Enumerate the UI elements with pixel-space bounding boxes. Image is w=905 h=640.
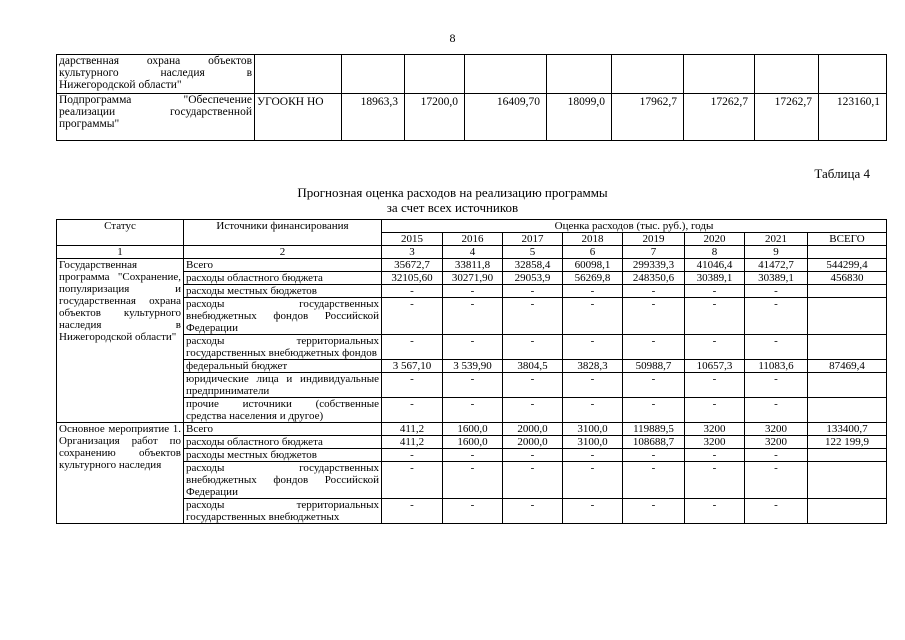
column-number: 2 (184, 246, 382, 259)
value-cell: - (503, 373, 563, 398)
value-cell: - (443, 298, 503, 335)
value-cell: 3200 (745, 423, 808, 436)
value-cell: - (685, 285, 745, 298)
source-cell: Всего (184, 259, 382, 272)
column-number: 9 (745, 246, 808, 259)
value-cell (547, 55, 612, 94)
value-cell: 16409,70 (465, 94, 547, 141)
value-cell: - (563, 298, 623, 335)
value-cell: - (745, 449, 808, 462)
year-header: 2016 (443, 233, 503, 246)
value-cell: - (503, 285, 563, 298)
column-number: 7 (623, 246, 685, 259)
source-cell: расходы областного бюджета (184, 436, 382, 449)
value-cell: 3804,5 (503, 360, 563, 373)
value-cell: 3200 (745, 436, 808, 449)
value-cell: - (745, 398, 808, 423)
value-cell (808, 285, 887, 298)
value-cell: - (745, 335, 808, 360)
value-cell: - (563, 398, 623, 423)
column-number (808, 246, 887, 259)
value-cell: - (563, 335, 623, 360)
value-cell: 411,2 (382, 423, 443, 436)
value-cell: 30389,1 (745, 272, 808, 285)
value-cell: 29053,9 (503, 272, 563, 285)
source-cell: расходы местных бюджетов (184, 285, 382, 298)
value-cell: 3828,3 (563, 360, 623, 373)
value-cell: - (685, 449, 745, 462)
year-header: 2019 (623, 233, 685, 246)
value-cell: - (685, 398, 745, 423)
status-cell: Основное мероприятие 1. Организация работ по сохранению объектов культурного наследия (57, 423, 184, 524)
value-cell: 30271,90 (443, 272, 503, 285)
value-cell: 11083,6 (745, 360, 808, 373)
code-cell (255, 55, 342, 94)
value-cell (808, 373, 887, 398)
value-cell (808, 462, 887, 499)
value-cell (808, 499, 887, 524)
value-cell: - (623, 449, 685, 462)
value-cell: 32858,4 (503, 259, 563, 272)
value-cell: 3100,0 (563, 436, 623, 449)
value-cell: 17200,0 (405, 94, 465, 141)
value-cell: 87469,4 (808, 360, 887, 373)
value-cell: - (503, 499, 563, 524)
table-row (57, 259, 887, 272)
value-cell: - (685, 335, 745, 360)
value-cell: - (382, 499, 443, 524)
value-cell: - (503, 335, 563, 360)
status-cell: Государственная программа "Сохранение, популяризация и государственная охрана объектов культурного наследия в Нижегородской области" (57, 259, 184, 423)
value-cell: 123160,1 (819, 94, 887, 141)
value-cell: 122 199,9 (808, 436, 887, 449)
top-table-row (57, 94, 887, 141)
year-header: 2021 (745, 233, 808, 246)
value-cell: 456830 (808, 272, 887, 285)
row-label: Подпрограмма "Обеспечение реализации государственной программы" (57, 94, 255, 141)
year-header: ВСЕГО (808, 233, 887, 246)
source-cell: расходы территориальных государственных внебюджетных (184, 499, 382, 524)
status-header: Статус (57, 220, 184, 246)
estimate-header: Оценка расходов (тыс. руб.), годы (382, 220, 887, 233)
value-cell (612, 55, 684, 94)
value-cell: - (685, 499, 745, 524)
source-cell: Всего (184, 423, 382, 436)
value-cell: 544299,4 (808, 259, 887, 272)
value-cell: 1600,0 (443, 423, 503, 436)
value-cell: 411,2 (382, 436, 443, 449)
source-cell: расходы местных бюджетов (184, 449, 382, 462)
page-number: 8 (449, 31, 456, 45)
value-cell (808, 298, 887, 335)
value-cell: - (382, 449, 443, 462)
value-cell: - (503, 449, 563, 462)
table-title: Прогнозная оценка расходов на реализацию программы (297, 185, 608, 200)
value-cell (405, 55, 465, 94)
value-cell: - (503, 298, 563, 335)
value-cell: - (745, 285, 808, 298)
table-caption: Таблица 4 (814, 166, 870, 181)
value-cell: - (503, 398, 563, 423)
year-header: 2015 (382, 233, 443, 246)
source-cell: юридические лица и индивидуальные предприниматели (184, 373, 382, 398)
value-cell: 248350,6 (623, 272, 685, 285)
top-table (56, 54, 887, 141)
value-cell: 18099,0 (547, 94, 612, 141)
value-cell: - (623, 285, 685, 298)
value-cell: 2000,0 (503, 423, 563, 436)
value-cell: - (443, 449, 503, 462)
value-cell: - (443, 335, 503, 360)
source-cell: расходы государственных внебюджетных фондов Российской Федерации (184, 462, 382, 499)
value-cell: 3200 (685, 436, 745, 449)
value-cell: - (382, 462, 443, 499)
value-cell: - (685, 373, 745, 398)
value-cell: - (685, 462, 745, 499)
column-number: 1 (57, 246, 184, 259)
value-cell: 30389,1 (685, 272, 745, 285)
top-table-row (57, 55, 887, 94)
sources-header: Источники финансирования (184, 220, 382, 246)
value-cell: 56269,8 (563, 272, 623, 285)
value-cell: 41472,7 (745, 259, 808, 272)
header-row (57, 220, 887, 233)
value-cell: 3 567,10 (382, 360, 443, 373)
row-label: дарственная охрана объектов культурного наследия в Нижегородской области" (57, 55, 255, 94)
value-cell: 299339,3 (623, 259, 685, 272)
estimate-table (56, 219, 887, 524)
source-cell: прочие источники (собственные средства населения и другое) (184, 398, 382, 423)
value-cell: 17262,7 (755, 94, 819, 141)
table-subtitle: за счет всех источников (386, 200, 519, 215)
value-cell: - (745, 298, 808, 335)
column-number: 6 (563, 246, 623, 259)
value-cell: - (382, 398, 443, 423)
year-header: 2018 (563, 233, 623, 246)
value-cell: 18963,3 (342, 94, 405, 141)
value-cell: 35672,7 (382, 259, 443, 272)
table-row (57, 423, 887, 436)
value-cell: 119889,5 (623, 423, 685, 436)
value-cell: - (443, 499, 503, 524)
value-cell: 108688,7 (623, 436, 685, 449)
value-cell: 10657,3 (685, 360, 745, 373)
column-number: 3 (382, 246, 443, 259)
value-cell: - (623, 398, 685, 423)
column-number-row (57, 246, 887, 259)
value-cell: - (503, 462, 563, 499)
value-cell: - (443, 462, 503, 499)
value-cell: - (685, 298, 745, 335)
value-cell: - (563, 462, 623, 499)
value-cell: - (563, 373, 623, 398)
value-cell: 3 539,90 (443, 360, 503, 373)
value-cell: 2000,0 (503, 436, 563, 449)
value-cell: - (382, 285, 443, 298)
value-cell: - (382, 335, 443, 360)
source-cell: федеральный бюджет (184, 360, 382, 373)
value-cell: 1600,0 (443, 436, 503, 449)
value-cell (465, 55, 547, 94)
column-number: 5 (503, 246, 563, 259)
value-cell: - (623, 462, 685, 499)
value-cell: - (745, 499, 808, 524)
value-cell: - (443, 398, 503, 423)
value-cell (808, 398, 887, 423)
value-cell: - (382, 298, 443, 335)
value-cell: 17962,7 (612, 94, 684, 141)
value-cell: - (623, 298, 685, 335)
source-cell: расходы областного бюджета (184, 272, 382, 285)
value-cell: 3200 (685, 423, 745, 436)
value-cell (808, 335, 887, 360)
value-cell (342, 55, 405, 94)
column-number: 8 (685, 246, 745, 259)
value-cell: 41046,4 (685, 259, 745, 272)
year-header: 2020 (685, 233, 745, 246)
value-cell: 33811,8 (443, 259, 503, 272)
value-cell: - (563, 499, 623, 524)
value-cell: - (563, 449, 623, 462)
value-cell (755, 55, 819, 94)
value-cell: - (623, 335, 685, 360)
value-cell: - (623, 373, 685, 398)
value-cell: - (623, 499, 685, 524)
value-cell: - (443, 285, 503, 298)
value-cell (808, 449, 887, 462)
year-header: 2017 (503, 233, 563, 246)
value-cell (684, 55, 755, 94)
value-cell: 60098,1 (563, 259, 623, 272)
value-cell: 50988,7 (623, 360, 685, 373)
source-cell: расходы территориальных государственных внебюджетных фондов (184, 335, 382, 360)
source-cell: расходы государственных внебюджетных фондов Российской Федерации (184, 298, 382, 335)
value-cell: - (563, 285, 623, 298)
code-cell: УГООКН НО (255, 94, 342, 141)
value-cell: 133400,7 (808, 423, 887, 436)
value-cell (819, 55, 887, 94)
column-number: 4 (443, 246, 503, 259)
value-cell: 3100,0 (563, 423, 623, 436)
value-cell: - (745, 373, 808, 398)
value-cell: - (443, 373, 503, 398)
value-cell: 17262,7 (684, 94, 755, 141)
value-cell: 32105,60 (382, 272, 443, 285)
value-cell: - (382, 373, 443, 398)
value-cell: - (745, 462, 808, 499)
